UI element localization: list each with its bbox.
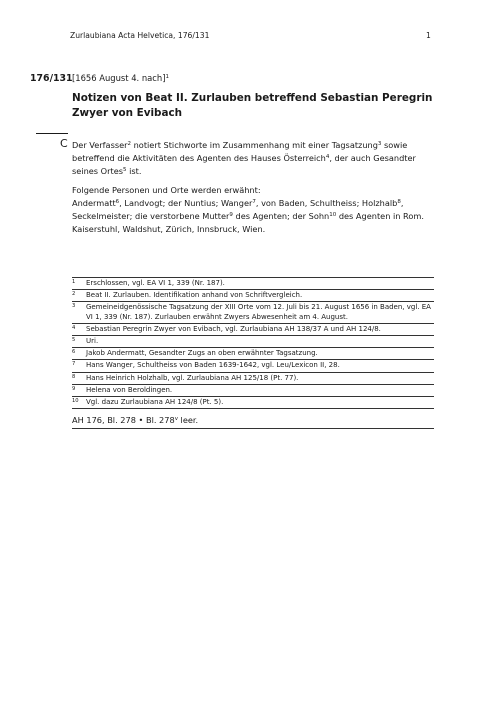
persons-intro: Folgende Personen und Orte werden erwähnt: [72, 185, 261, 195]
footnote-ref: 7 [252, 199, 256, 205]
footnote-ref: 2 [127, 141, 132, 147]
footnote-text: Hans Heinrich Holzhalb, vgl. Zurlaubiana AH 125/18 (Pt. 77). [86, 373, 299, 382]
footnote-number: 10 [72, 398, 79, 405]
footnote-ref: 3 [377, 141, 382, 147]
persons-list: Andermatt$^6$, Landvogt; der Nuntius; Wanger$^7$, von Baden, Schultheiss; Holzhalb$^8$, Seckelmeister; die verstorbene Mutter$^9$ des Agenten; der Sohn$^{10}$ des Agenten in Rom. [72, 198, 424, 221]
document-date [72, 73, 169, 83]
document-title: Notizen von Beat II. Zurlauben betreffend Sebastian Peregrin Zwyer von Evibach [72, 92, 433, 119]
running-head: Zurlaubiana Acta Helvetica, 176/131 [70, 31, 210, 40]
footnote-ref: 1 [165, 74, 169, 80]
footnote-row [72, 302, 434, 323]
footnote-number: 2 [72, 291, 76, 298]
footnote-number: 3 [72, 303, 76, 310]
footnote-ref: 6 [115, 199, 120, 205]
archive-signature: AH 176, Bl. 278 • Bl. 278$^v$ leer. [72, 415, 199, 425]
footnote-number: 5 [72, 337, 76, 344]
footnote-number: 7 [72, 361, 76, 368]
footnote-row [72, 360, 434, 372]
document-number: 176/131 [30, 73, 73, 84]
footnote-number: 4 [72, 324, 76, 331]
date-text: [1656 August 4. nach] [72, 73, 166, 83]
footnote-row [72, 373, 434, 385]
bottom-rule [72, 428, 434, 429]
footnote-text: Helena von Beroldingen. [86, 385, 173, 394]
footnote-ref: 10 [329, 212, 337, 218]
verso-mark: v [174, 416, 178, 422]
page-number: 1 [426, 31, 431, 40]
footnote-row [72, 397, 434, 409]
section-rule [36, 133, 68, 134]
section-marker-c: C [60, 137, 68, 150]
footnote-text: Jakob Andermatt, Gesandter Zugs an oben erwähnter Tagsatzung. [86, 349, 318, 358]
footnote-row [72, 324, 434, 336]
footnote-row [72, 348, 434, 360]
footnote-number: 8 [72, 373, 76, 380]
footnote-text: Beat II. Zurlauben. Identifikation anhand von Schriftvergleich. [86, 291, 303, 300]
regest-body [72, 139, 434, 236]
footnote-text: Erschlossen, vgl. EA VI 1, 339 (Nr. 187). [86, 279, 225, 287]
regest-paragraph: Der Verfasser$^2$ notiert Stichworte im Zusammenhang mit einer Tagsatzung$^3$ sowie betreffend die Aktivitäten des Agenten des Hauses Österreich$^4$, der auch Gesandter seines Ortes$^5$ ist. [72, 140, 416, 176]
footnote-ref: 8 [397, 199, 401, 205]
footnote-number: 1 [72, 279, 76, 285]
footnote-text: Gemeineidgenössische Tagsatzung der XIII Orte vom 12. Juli bis 21. August 1656 in Baden, vgl. EA VI 1, 339 (Nr. 187). Zurlauben erwähnt Zwyers Abwesenheit am 4. August. [86, 303, 431, 321]
footnote-ref: 5 [123, 167, 127, 173]
footnote-text: Hans Wanger, Schultheiss von Baden 1639-1642, vgl. Leu/Lexicon II, 28. [86, 361, 340, 370]
footnote-text: Uri. [86, 337, 99, 346]
footnotes-table [72, 277, 434, 409]
footnote-row [72, 278, 434, 290]
footnote-text: Vgl. dazu Zurlaubiana AH 124/8 (Pt. 5). [86, 398, 224, 407]
footnote-row [72, 290, 434, 302]
footnote-number: 9 [72, 385, 76, 392]
places-list: Kaiserstuhl, Waldshut, Zürich, Innsbruck, Wien. [72, 224, 266, 234]
footnote-number: 6 [72, 349, 76, 356]
footnote-row [72, 385, 434, 397]
footnote-ref: 9 [229, 212, 233, 218]
footnote-ref: 4 [325, 154, 330, 160]
footnote-row [72, 336, 434, 348]
footnote-text: Sebastian Peregrin Zwyer von Evibach, vgl. Zurlaubiana AH 138/37 A und AH 124/8. [86, 324, 381, 333]
